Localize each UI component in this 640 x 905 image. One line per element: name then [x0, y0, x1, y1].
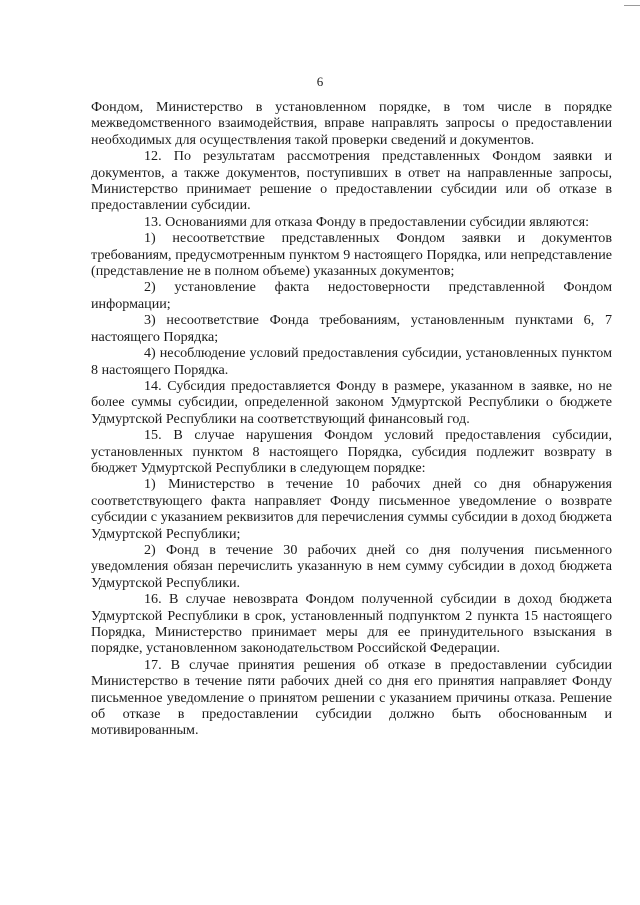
- paragraph-15: 15. В случае нарушения Фондом условий предоставления субсидии, установленных пунктом 8 настоящего Порядка, субсидия подлежит возврату в бюджет Удмуртской Республики в следующем порядке:: [91, 427, 612, 476]
- paragraph-13-item-4: 4) несоблюдение условий предоставления субсидии, установленных пунктом 8 настоящего Порядка.: [91, 345, 612, 378]
- document-body: [91, 99, 612, 739]
- paragraph-16: 16. В случае невозврата Фондом полученной субсидии в доход бюджета Удмуртской Республики в срок, установленный подпунктом 2 пункта 15 настоящего Порядка, Министерство принимает меры для ее принудительного взыскания в порядке, установленном законодательством Российской Федерации.: [91, 591, 612, 657]
- paragraph-17: 17. В случае принятия решения об отказе в предоставлении субсидии Министерство в течение пяти рабочих дней со дня его принятия направляет Фонду письменное уведомление о принятом решении с указанием причины отказа. Решение об отказе в предоставлении субсидии должно быть обоснованным и мотивированным.: [91, 656, 612, 739]
- paragraph-12: 12. По результатам рассмотрения представленных Фондом заявки и документов, а также документов, поступивших в ответ на направленные запросы, Министерство принимает решение о предоставлении субсидии или об отказе в предоставлении субсидии.: [91, 148, 612, 214]
- paragraph-15-item-1: 1) Министерство в течение 10 рабочих дней со дня обнаружения соответствующего факта направляет Фонду письменное уведомление о возврате субсидии с указанием реквизитов для перечисления суммы субсидии в доход бюджета Удмуртской Республики;: [91, 476, 612, 542]
- paragraph-13-item-3: 3) несоответствие Фонда требованиям, установленным пунктами 6, 7 настоящего Порядка;: [91, 312, 612, 345]
- page-number: 6: [316, 74, 324, 89]
- scan-corner-mark: [624, 0, 640, 6]
- paragraph-13-item-2: 2) установление факта недостоверности представленной Фондом информации;: [91, 279, 612, 312]
- paragraph-13-item-1: 1) несоответствие представленных Фондом заявки и документов требованиям, предусмотренным пунктом 9 настоящего Порядка, или непредставление (представление не в полном объеме) указанных документов;: [91, 230, 612, 280]
- paragraph-15-item-2: 2) Фонд в течение 30 рабочих дней со дня получения письменного уведомления обязан перечислить указанную в нем сумму субсидии в доход бюджета Удмуртской Республики.: [91, 541, 612, 591]
- paragraph-14: 14. Субсидия предоставляется Фонду в размере, указанном в заявке, но не более суммы субсидии, определенной законом Удмуртской Республики о бюджете Удмуртской Республики на соответствующий финансовый год.: [91, 377, 612, 427]
- paragraph-13: 13. Основаниями для отказа Фонду в предоставлении субсидии являются:: [144, 213, 589, 230]
- paragraph-continuation: Фондом, Министерство в установленном порядке, в том числе в порядке межведомственного взаимодействия, вправе направлять запросы о предоставлении необходимых для осуществления такой проверки сведений и документов.: [91, 99, 612, 148]
